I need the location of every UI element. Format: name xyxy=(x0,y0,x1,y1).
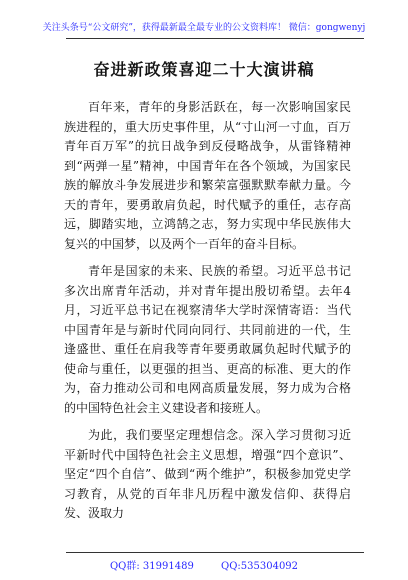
paragraph-2: 青年是国家的未来、民族的希望。习近平总书记多次出席青年活动，并对青年提出殷切希望。去年4月，习近平总书记在视察清华大学时深情寄语：当代中国青年是与新时代同向同行、共同前进的一代，生逢盛世、重任在肩我等青年要勇敢属负起时代赋予的使命与重任，以更强的担当、更高的标准、更大的作为，奋力推动公司和电网高质量发展，努力成为合格的中国特色社会主义建设者和接班人。 xyxy=(64,264,351,415)
page-footer xyxy=(0,552,408,580)
footer-contact xyxy=(0,557,408,572)
document xyxy=(0,60,408,520)
footer-qq: QQ:535304092 xyxy=(221,561,299,572)
document-body xyxy=(64,98,351,532)
header-divider xyxy=(66,38,364,39)
paragraph-3: 为此，我们要坚定理想信念。深入学习贯彻习近平新时代中国特色社会主义思想，增强“四个意识”、坚定“四个自信”、做到“两个维护”，积极参加党史学习教育，从党的百年非凡历程中激发信仰、获得启发、汲取力 xyxy=(64,428,351,520)
page-header xyxy=(0,0,408,44)
footer-qq-group: QQ群: 31991489 xyxy=(109,561,194,572)
header-promo-text: 关注头条号“公文研究”，获得最新最全最专业的公文资料库！ 微信：gongwenyj xyxy=(42,23,366,33)
document-title: 奋进新政策喜迎二十大演讲稿 xyxy=(93,60,315,79)
paragraph-1: 百年来，青年的身影活跃在，每一次影响国家民族进程的，重大历史事件里，从“寸山河一寸血，百万青年百万军”的抗日战争到反侵略战争，从雷锋精神到“两弹一星”精神，中国青年在各个领域，为国家民族的解放斗争发展进步和繁荣富强默默奉献力量。今天的青年，要勇敢肩负起，时代赋予的重任，志存高远，脚踏实地，立鸿鹄之志，努力实现中华民族伟大复兴的中国梦，以及两个一百年的奋斗目标。 xyxy=(64,100,351,251)
footer-divider xyxy=(66,552,364,553)
